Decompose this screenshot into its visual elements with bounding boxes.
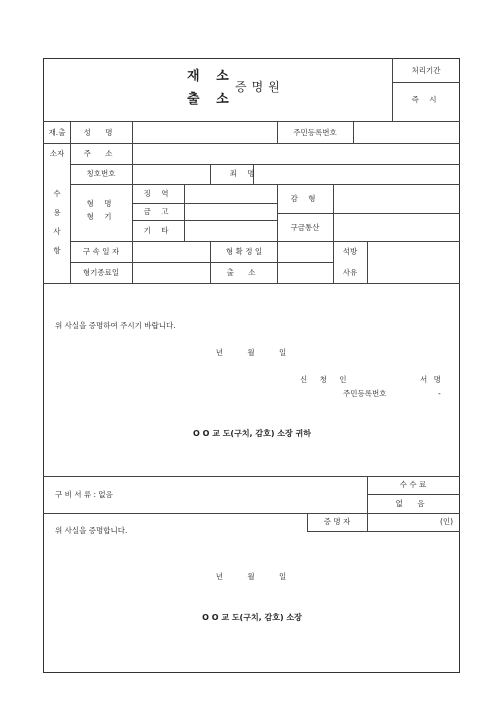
line	[70, 241, 460, 242]
label-jaechul: 재.출	[48, 128, 66, 137]
line	[132, 220, 277, 221]
label-sentence: 형 명	[86, 199, 116, 208]
line	[307, 531, 460, 532]
certify-text: 위 사실을 증명합니다.	[55, 526, 128, 535]
title-line1: 재 소	[187, 69, 235, 84]
label-name: 성 명	[83, 128, 119, 137]
line	[70, 121, 71, 283]
title-suffix: 증명원	[235, 80, 285, 94]
line	[367, 476, 368, 513]
label-release-reason-2: 사유	[342, 268, 358, 277]
processing-period-label: 처리기간	[411, 66, 441, 75]
title-line2: 출 소	[187, 92, 235, 107]
line	[277, 213, 460, 214]
line	[43, 513, 460, 514]
line	[70, 262, 333, 263]
certifier-label: 증 명 자	[323, 517, 351, 526]
label-yong: 용	[53, 208, 61, 217]
line	[392, 82, 460, 83]
line	[367, 494, 460, 495]
line	[307, 513, 308, 531]
line	[132, 203, 277, 204]
applicant-resident-no-label: 주민등록번호	[343, 389, 387, 398]
line	[277, 121, 278, 143]
line	[277, 184, 278, 241]
label-detention-offset: 구금통산	[290, 223, 320, 232]
processing-period-value: 즉 시	[411, 95, 441, 104]
line	[277, 241, 278, 283]
label-jingyeok: 징 역	[143, 189, 173, 198]
certify-date-line: 년 월 일	[215, 572, 287, 581]
line	[392, 58, 393, 121]
documents-label: 구 비 서 류 : 없음	[55, 490, 113, 499]
label-resident-no: 주민등록번호	[293, 128, 337, 137]
label-geumgo: 금 고	[143, 207, 173, 216]
fee-label: 수 수 료	[399, 480, 427, 489]
label-sentence-term: 형 기	[86, 212, 116, 221]
line	[367, 513, 368, 531]
line	[70, 164, 460, 165]
line	[333, 241, 334, 283]
label-address: 주 소	[83, 149, 119, 158]
line	[132, 121, 133, 283]
label-hang: 항	[53, 246, 61, 255]
label-gamhyeong: 감 형	[290, 194, 320, 203]
label-release-reason-1: 석방	[342, 247, 358, 256]
issuer: O O 교 도(구치, 감호) 소장	[202, 613, 302, 622]
label-gita: 기 타	[143, 226, 173, 235]
label-end-date: 형기종료일	[82, 268, 120, 277]
line	[210, 164, 211, 184]
signature-label: 서 명	[420, 375, 443, 384]
label-detention-date: 구 속 일 자	[82, 247, 120, 256]
request-text: 위 사실을 증명하여 주시기 바랍니다.	[55, 321, 176, 330]
line	[184, 184, 185, 241]
line	[353, 121, 354, 143]
line	[43, 476, 460, 477]
seal-mark: (인)	[440, 517, 454, 526]
fee-value: 없 음	[395, 499, 431, 508]
label-su: 수	[53, 189, 61, 198]
label-inmate-no: 칭호번호	[86, 169, 116, 178]
label-release: 출 소	[226, 268, 262, 277]
addressee: O O 교 도(구치, 감호) 소장 귀하	[193, 429, 311, 438]
resident-no-dash: -	[438, 389, 441, 398]
line	[333, 184, 334, 241]
applicant-label: 신 청 인	[300, 375, 352, 384]
label-sa: 사	[53, 227, 61, 236]
label-count: 죄 명	[229, 169, 259, 178]
label-confirm-date: 형 확 정 일	[225, 247, 263, 256]
request-date-line: 년 월 일	[215, 348, 287, 357]
label-soja: 소자	[49, 149, 65, 158]
line	[367, 241, 368, 283]
line	[210, 241, 211, 283]
line	[43, 283, 460, 284]
line	[70, 184, 460, 185]
line	[43, 121, 460, 122]
line	[43, 143, 460, 144]
